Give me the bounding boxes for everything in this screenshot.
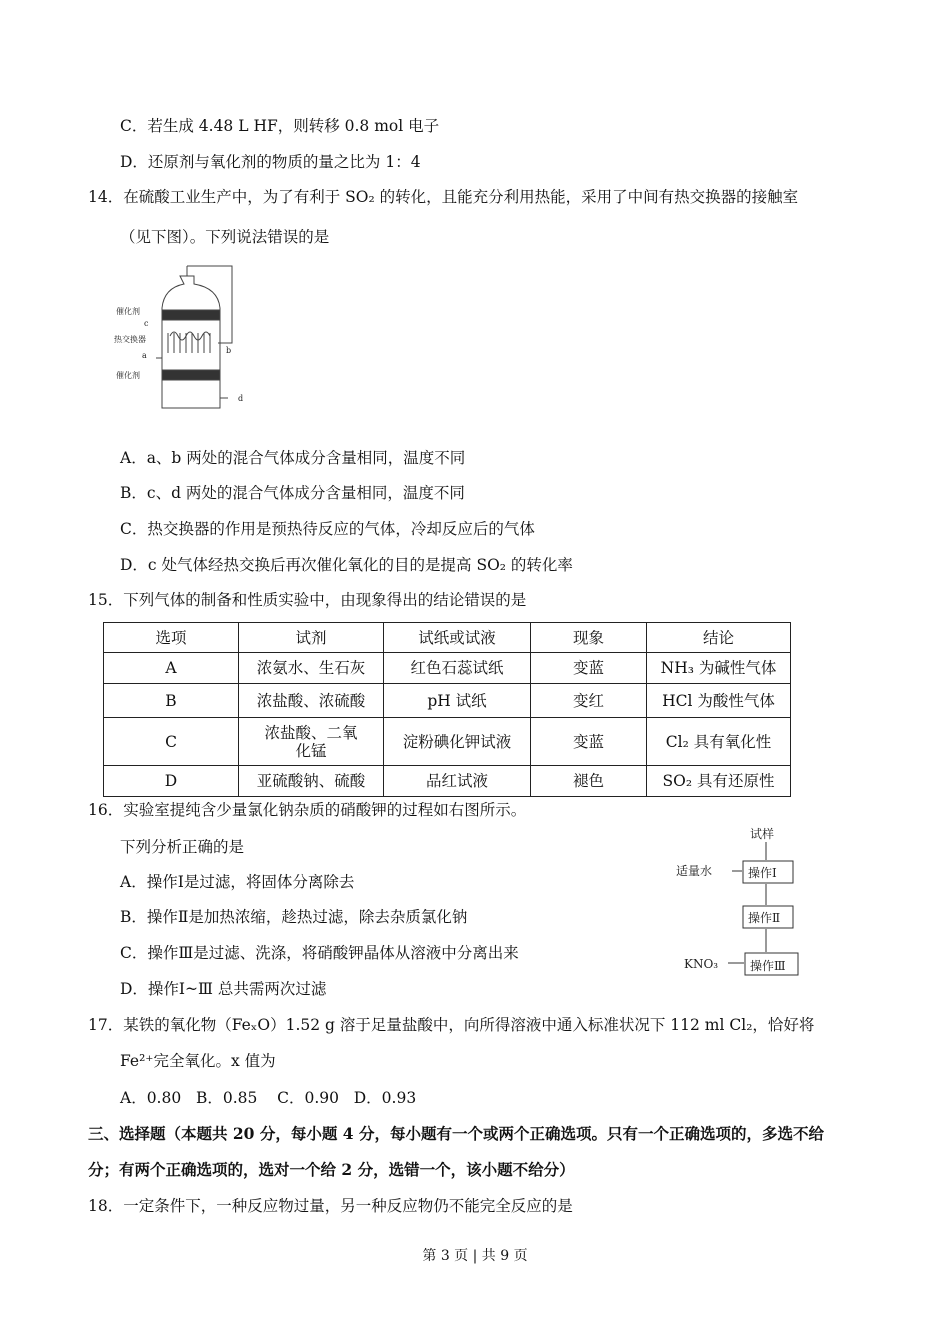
q17-stem-cont: Fe²⁺完全氧化。x 值为: [120, 1052, 276, 1070]
q17-stem: 17．某铁的氧化物（FeₓO）1.52 g 溶于足量盐酸中，向所得溶液中通入标准状况下 112 ml Cl₂，恰好将: [88, 1016, 815, 1034]
q17-options: A．0.80 B．0.85 C．0.90 D．0.93: [120, 1089, 417, 1107]
flow-op1: 操作Ⅰ: [748, 866, 777, 880]
table-header: 试纸或试液: [384, 623, 531, 653]
cell: C: [104, 718, 239, 766]
cell: NH₃ 为碱性气体: [647, 653, 791, 684]
cell: 红色石蕊试纸: [384, 653, 531, 684]
flow-op2: 操作Ⅱ: [748, 911, 781, 925]
cell: 变蓝: [531, 653, 647, 684]
q14-option-a: A．a、b 两处的混合气体成分含量相同，温度不同: [120, 449, 466, 467]
cell: 变蓝: [531, 718, 647, 766]
cell: SO₂ 具有还原性: [647, 766, 791, 797]
contact-chamber-diagram: [110, 258, 260, 413]
table-header: 现象: [531, 623, 647, 653]
page-footer: 第 3 页 | 共 9 页: [422, 1248, 528, 1264]
diagram-label-d: d: [238, 394, 244, 403]
table-row: [104, 718, 791, 766]
q16-option-a: A．操作Ⅰ是过滤，将固体分离除去: [120, 873, 355, 891]
q14-option-c: C．热交换器的作用是预热待反应的气体，冷却反应后的气体: [120, 520, 535, 538]
cell: pH 试纸: [384, 684, 531, 718]
table-header: 选项: [104, 623, 239, 653]
q16-option-c: C．操作Ⅲ是过滤、洗涤，将硝酸钾晶体从溶液中分离出来: [120, 944, 519, 962]
diagram-label-a: a: [142, 351, 147, 360]
q14-option-b: B．c、d 两处的混合气体成分含量相同，温度不同: [120, 484, 465, 502]
cell: 浓盐酸、浓硫酸: [239, 684, 384, 718]
section3-instructions-cont: 分；有两个正确选项的，选对一个给 2 分，选错一个，该小题不给分）: [88, 1160, 575, 1179]
cell: B: [104, 684, 239, 718]
cell: 品红试液: [384, 766, 531, 797]
q15-table: [103, 622, 791, 797]
cell: HCl 为酸性气体: [647, 684, 791, 718]
cell: Cl₂ 具有氧化性: [647, 718, 791, 766]
diagram-label-catalyst-top: 催化剂: [116, 307, 140, 316]
table-row: [104, 684, 791, 718]
q14-stem-cont: （见下图）。下列说法错误的是: [120, 228, 330, 246]
flow-product: KNO₃: [684, 957, 719, 971]
cell: 变红: [531, 684, 647, 718]
cell: 亚硫酸钠、硫酸: [239, 766, 384, 797]
flow-op3: 操作Ⅲ: [750, 959, 786, 973]
cell: 浓氨水、生石灰: [239, 653, 384, 684]
purification-flowchart: [670, 820, 810, 980]
diagram-label-catalyst-bottom: 催化剂: [116, 371, 140, 380]
q14-option-d: D．c 处气体经热交换后再次催化氧化的目的是提高 SO₂ 的转化率: [120, 556, 573, 574]
q18-stem: 18．一定条件下，一种反应物过量，另一种反应物仍不能完全反应的是: [88, 1197, 573, 1215]
table-header: 结论: [647, 623, 791, 653]
cell: 浓盐酸、二氧化锰: [239, 718, 384, 766]
section3-instructions: 三、选择题（本题共 20 分，每小题 4 分，每小题有一个或两个正确选项。只有一个正确选项的，多选不给: [88, 1124, 824, 1143]
cell: 淀粉碘化钾试液: [384, 718, 531, 766]
table-row: [104, 653, 791, 684]
cell: 褪色: [531, 766, 647, 797]
diagram-label-b: b: [226, 346, 232, 355]
q14-stem: 14．在硫酸工业生产中，为了有利于 SO₂ 的转化，且能充分利用热能，采用了中间有热交换器的接触室: [88, 188, 799, 206]
q16-option-b: B．操作Ⅱ是加热浓缩，趁热过滤，除去杂质氯化钠: [120, 908, 468, 926]
q13-option-c: C．若生成 4.48 L HF，则转移 0.8 mol 电子: [120, 117, 440, 135]
table-header: 试剂: [239, 623, 384, 653]
table-row: [104, 766, 791, 797]
flow-sample: 试样: [750, 827, 775, 841]
diagram-label-c: c: [144, 319, 149, 328]
q16-option-d: D．操作Ⅰ~Ⅲ 总共需两次过滤: [120, 980, 327, 998]
q16-sub: 下列分析正确的是: [120, 838, 245, 856]
q15-stem: 15．下列气体的制备和性质实验中，由现象得出的结论错误的是: [88, 591, 527, 609]
q16-stem: 16．实验室提纯含少量氯化钠杂质的硝酸钾的过程如右图所示。: [88, 801, 527, 819]
cell: A: [104, 653, 239, 684]
cell: D: [104, 766, 239, 797]
diagram-label-exchanger: 热交换器: [114, 335, 146, 344]
q13-option-d: D．还原剂与氧化剂的物质的量之比为 1：4: [120, 153, 421, 171]
flow-water: 适量水: [676, 864, 713, 878]
